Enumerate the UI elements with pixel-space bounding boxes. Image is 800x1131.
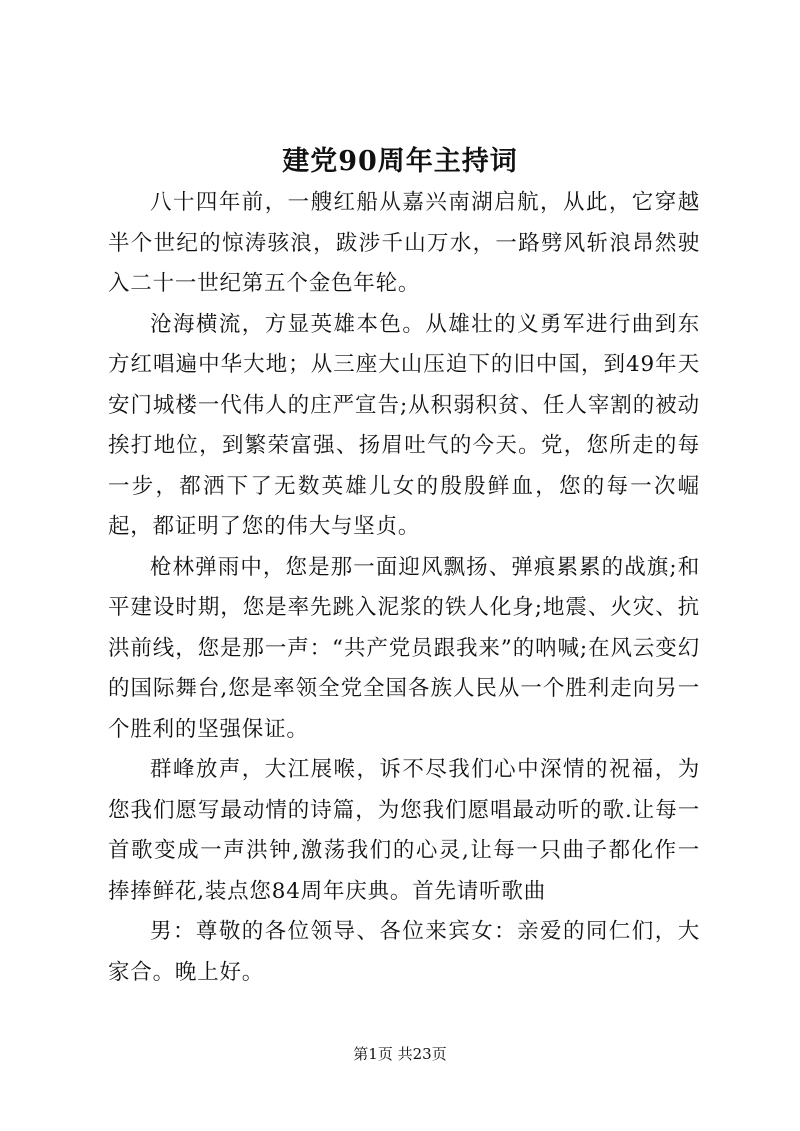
paragraph-5: 男：尊敬的各位领导、各位来宾女：亲爱的同仁们，大家合。晚上好。 — [108, 919, 700, 985]
paragraph-2: 沧海横流，方显英雄本色。从雄壮的义勇军进行曲到东方红唱遍中华大地；从三座大山压迫下的旧中国，到49年天安门城楼一代伟人的庄严宣告;从积弱积贫、任人宰割的被动挨打地位，到繁荣富强、扬眉吐气的今天。党，您所走的每一步，都洒下了无数英雄儿女的殷殷鲜血，您的每一次崛起，都证明了您的伟大与坚贞。 — [108, 311, 700, 539]
document-title: 建党90周年主持词 — [282, 146, 518, 177]
document-body — [108, 183, 700, 993]
paragraph-3: 枪林弹雨中，您是那一面迎风飘扬、弹痕累累的战旗;和平建设时期，您是率先跳入泥浆的铁人化身;地震、火灾、抗洪前线，您是那一声：“共产党员跟我来”的呐喊;在风云变幻的国际舞台,您是率领全党全国各族人民从一个胜利走向另一个胜利的坚强保证。 — [108, 554, 700, 742]
page-number-footer: 第1页 共23页 — [353, 1045, 447, 1063]
paragraph-4: 群峰放声，大江展喉，诉不尽我们心中深情的祝福，为您我们愿写最动情的诗篇，为您我们愿唱最动听的歌.让每一首歌变成一声洪钟,激荡我们的心灵,让每一只曲子都化作一捧捧鲜花,装点您84周年庆典。首先请听歌曲 — [108, 757, 700, 904]
paragraph-1: 八十四年前，一艘红船从嘉兴南湖启航，从此，它穿越半个世纪的惊涛骇浪，跋涉千山万水，一路劈风斩浪昂然驶入二十一世纪第五个金色年轮。 — [108, 190, 700, 296]
